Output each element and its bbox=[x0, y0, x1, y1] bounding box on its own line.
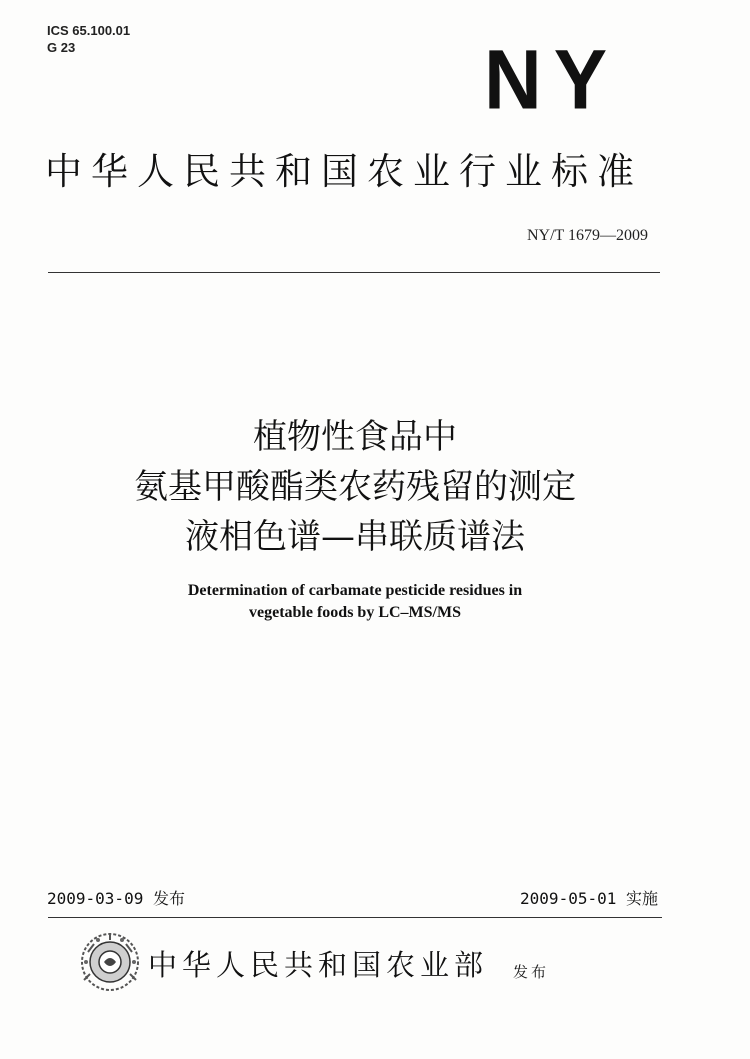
implementation-date: 2009-05-01 实施 bbox=[520, 889, 658, 908]
standard-category-name: 中华人民共和国农业行业标准 bbox=[45, 150, 643, 193]
issuing-authority: 中华人民共和国农业部 bbox=[148, 948, 489, 982]
header-divider bbox=[48, 272, 660, 273]
ccs-code: G 23 bbox=[47, 40, 76, 55]
title-cn-line: 氨基甲酸酯类农药残留的测定 bbox=[134, 467, 576, 507]
national-emblem-icon bbox=[78, 930, 142, 994]
classification-codes bbox=[47, 22, 130, 56]
footer-divider bbox=[48, 917, 662, 918]
issuing-label: 发布 bbox=[513, 963, 550, 981]
issue-date: 2009-03-09 发布 bbox=[47, 889, 185, 908]
standard-code: NY/T 1679—2009 bbox=[526, 227, 648, 244]
title-cn-line: 植物性食品中 bbox=[253, 417, 457, 457]
title-en-line: Determination of carbamate pesticide residues in bbox=[187, 582, 523, 599]
ny-logo: NY bbox=[484, 32, 620, 127]
title-chinese bbox=[0, 412, 710, 562]
title-english bbox=[0, 580, 710, 624]
title-cn-line: 液相色谱—串联质谱法 bbox=[185, 517, 525, 557]
emblem-graphic bbox=[78, 930, 142, 994]
ics-code: ICS 65.100.01 bbox=[47, 23, 131, 38]
title-en-line: vegetable foods by LC–MS/MS bbox=[249, 604, 461, 621]
